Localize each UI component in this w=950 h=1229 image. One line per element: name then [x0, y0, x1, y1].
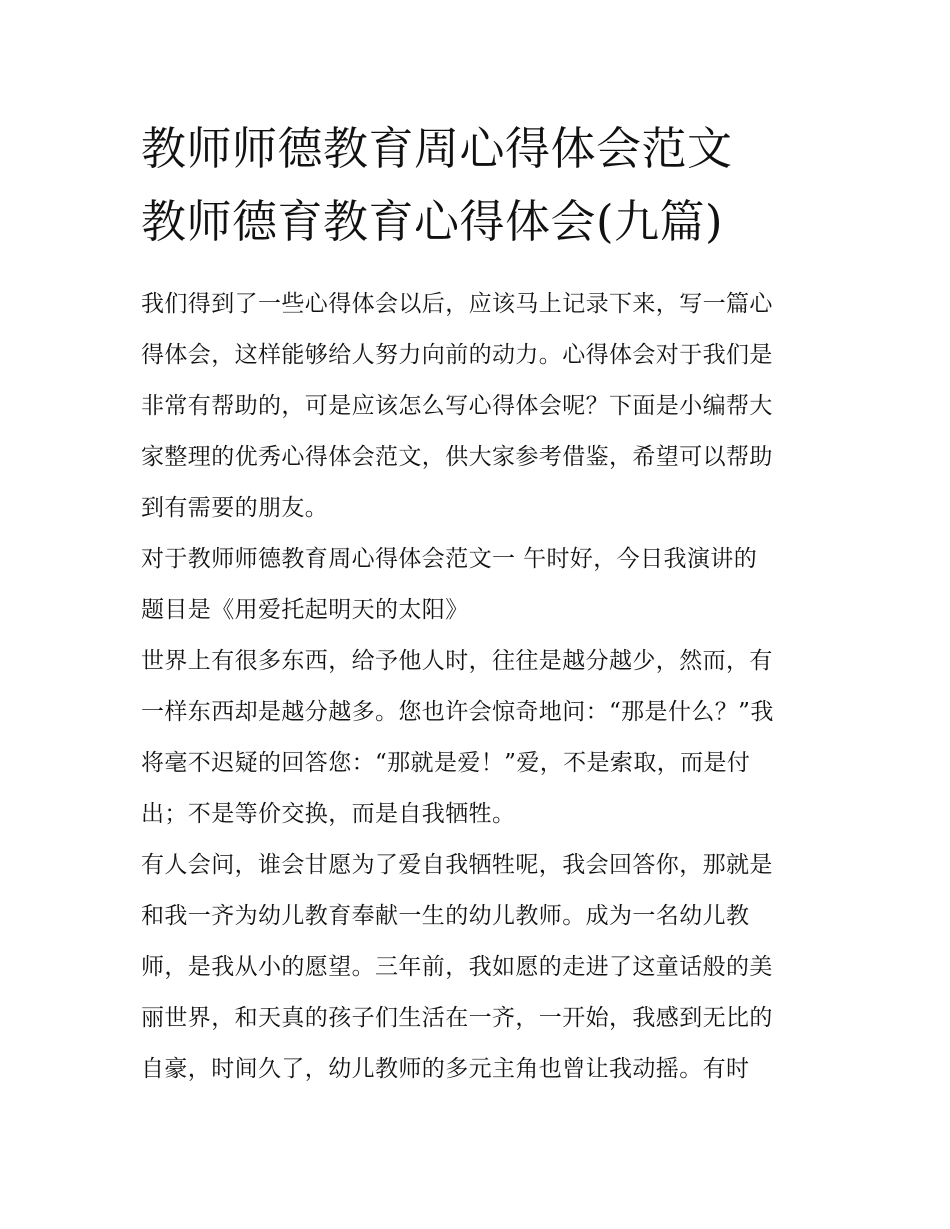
document-body: [141, 279, 813, 1095]
text-line: 自豪，时间久了，幼儿教师的多元主角也曾让我动摇。有时: [141, 1056, 750, 1082]
document-content: [141, 112, 813, 1095]
text-line: 将毫不迟疑的回答您：“那就是爱！”爱，不是索取，而是付: [141, 750, 751, 776]
paragraph-essay-heading: [141, 534, 813, 636]
text-line: 一样东西却是越分越多。您也许会惊奇地问：“那是什么？”我: [141, 699, 774, 725]
paragraph-love: [141, 636, 813, 840]
text-line: 得体会，这样能够给人努力向前的动力。心得体会对于我们是: [141, 342, 773, 368]
paragraph-teacher: [141, 840, 813, 1095]
title-line-2: 教师德育教育心得体会(九篇): [141, 195, 724, 248]
text-line: 到有需要的朋友。: [141, 495, 329, 521]
text-line: 我们得到了一些心得体会以后，应该马上记录下来，写一篇心: [141, 291, 773, 317]
text-line: 家整理的优秀心得体会范文，供大家参考借鉴，希望可以帮助: [141, 444, 773, 470]
text-line: 对于教师师德教育周心得体会范文一 午时好，今日我演讲的: [141, 546, 758, 572]
text-line: 非常有帮助的，可是应该怎么写心得体会呢？下面是小编帮大: [141, 393, 773, 419]
text-line: 出；不是等价交换，而是自我牺牲。: [141, 801, 516, 827]
title-line-1: 教师师德教育周心得体会范文: [141, 122, 733, 175]
document-title: [141, 112, 813, 258]
text-line: 世界上有很多东西，给予他人时，往往是越分越少，然而，有: [141, 648, 773, 674]
paragraph-intro: [141, 279, 813, 534]
text-line: 题目是《用爱托起明天的太阳》: [141, 597, 469, 623]
text-line: 和我一齐为幼儿教育奉献一生的幼儿教师。成为一名幼儿教: [141, 903, 750, 929]
text-line: 丽世界，和天真的孩子们生活在一齐，一开始，我感到无比的: [141, 1005, 773, 1031]
text-line: 有人会问，谁会甘愿为了爱自我牺牲呢，我会回答你，那就是: [141, 852, 773, 878]
text-line: 师，是我从小的愿望。三年前，我如愿的走进了这童话般的美: [141, 954, 773, 980]
